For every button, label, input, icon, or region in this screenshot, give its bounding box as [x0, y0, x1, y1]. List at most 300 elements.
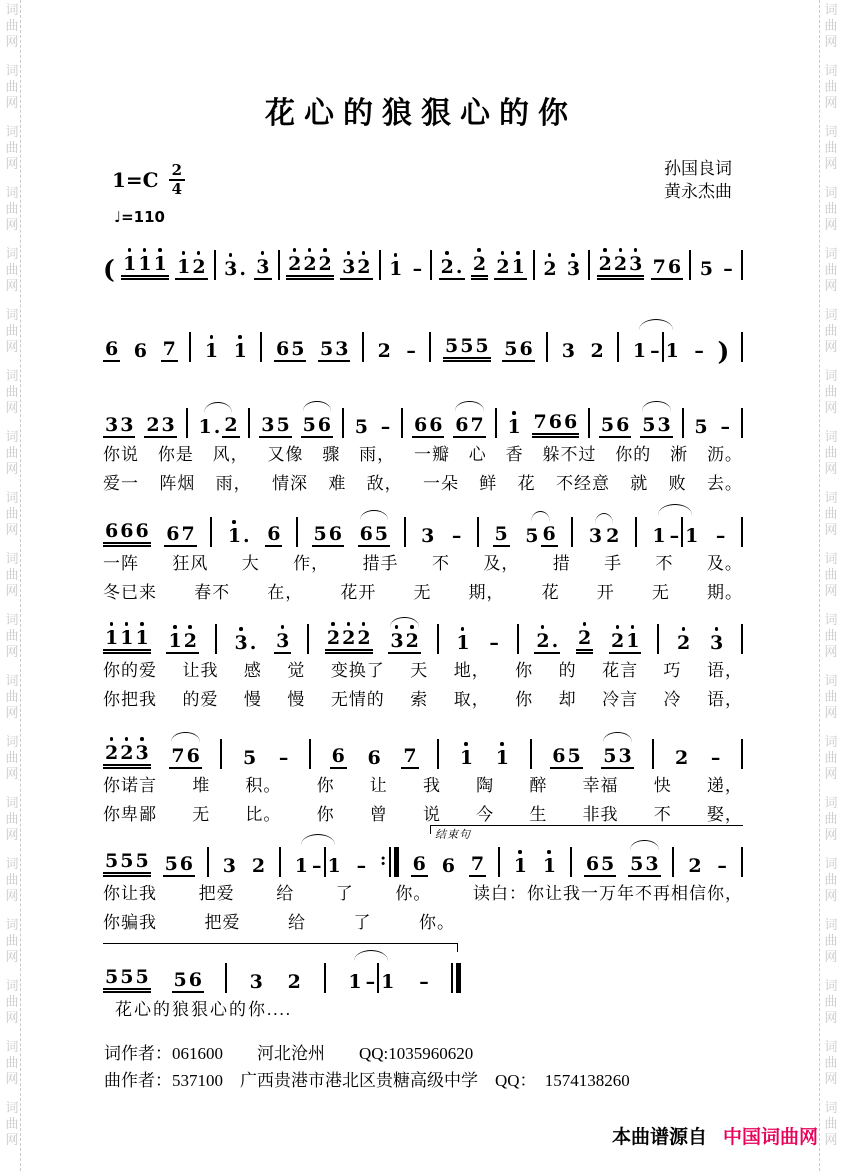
note-digit: 2 — [183, 630, 197, 653]
note-group — [366, 748, 383, 769]
note-digit: 3 — [120, 414, 134, 437]
note-digit: 2 — [251, 855, 266, 878]
note-digit: 6 — [317, 414, 332, 437]
watermark-char: 曲 — [824, 628, 838, 643]
note-group — [274, 631, 291, 654]
dash-note: – — [720, 416, 730, 439]
watermark-char: 词 — [5, 124, 19, 139]
barline — [741, 250, 743, 280]
watermark-char: 词 — [824, 185, 838, 200]
watermark-char: 词 — [824, 978, 838, 993]
lyric-line — [103, 803, 743, 827]
note-digit: 2 — [675, 747, 689, 770]
lyric-word: 的 — [558, 661, 577, 680]
watermark-char: 词 — [5, 1039, 19, 1054]
note-group — [698, 259, 715, 280]
note-group — [604, 526, 621, 547]
note-group — [718, 417, 732, 438]
note-digit: . — [213, 416, 221, 439]
note-group — [692, 417, 709, 438]
dash-note: – — [412, 258, 423, 281]
note-digit: 6 — [429, 414, 443, 437]
note-digit: 5 — [600, 414, 615, 437]
notation-row — [103, 963, 461, 993]
note-group — [103, 521, 151, 547]
note-digit: 2 — [688, 855, 702, 878]
note-digit: 6 — [667, 256, 682, 279]
ending-phrase-bracket-start — [430, 825, 743, 841]
note-group — [453, 415, 485, 438]
note-group — [103, 339, 120, 362]
music-system — [103, 963, 743, 1022]
barline — [571, 517, 573, 547]
dash-note: – — [406, 340, 416, 363]
note-group — [226, 526, 252, 547]
lyric-word: 了 — [353, 913, 372, 932]
barline-thin — [389, 847, 391, 877]
time-signature — [169, 162, 185, 197]
lyric-word: 去。 — [706, 474, 743, 493]
lyric-line — [103, 774, 743, 798]
dash-note: – — [356, 855, 367, 878]
note-digit: 6 — [133, 340, 148, 363]
watermark-char: 曲 — [824, 750, 838, 765]
note-group — [144, 415, 176, 438]
watermark-char: 网 — [824, 1010, 838, 1025]
note-digit: 3 — [588, 525, 603, 548]
note-digit: 5 — [699, 258, 713, 281]
note-group — [494, 257, 526, 280]
note-digit: 2 — [405, 630, 419, 653]
watermark-char: 曲 — [824, 689, 838, 704]
note-digit: 6 — [542, 523, 556, 546]
barline — [517, 624, 519, 654]
music-system — [103, 250, 743, 284]
lyric-word: 你。 — [395, 884, 432, 903]
barline — [279, 847, 281, 877]
note-group — [404, 341, 418, 362]
watermark-group — [824, 429, 837, 477]
note-digit: 1 — [153, 253, 167, 276]
watermark-char: 网 — [5, 278, 19, 293]
watermark-char: 曲 — [824, 506, 838, 521]
note-group — [293, 856, 310, 877]
lyric-word: 你卑鄙 — [103, 805, 157, 824]
lyric-word: 一瓣 — [413, 445, 450, 464]
note-group — [364, 972, 378, 993]
lyric-word: 你 — [316, 776, 335, 795]
lyric-word: 快 — [653, 776, 672, 795]
barline — [533, 250, 535, 280]
note-group — [708, 633, 725, 654]
note-group — [550, 746, 582, 769]
lyric-word: 难 — [328, 474, 347, 493]
note-digit: 3 — [261, 414, 275, 437]
watermark-char: 网 — [5, 400, 19, 415]
lyric-word: 无 — [651, 583, 670, 602]
lyric-word: 冷 — [663, 690, 682, 709]
note-group — [248, 972, 265, 993]
watermark-group — [824, 368, 837, 416]
watermark-group — [5, 856, 18, 904]
lyric-word: 你的 — [615, 445, 652, 464]
tie-arc — [293, 847, 343, 877]
lyric-line — [103, 472, 743, 496]
note-digit: 1 — [227, 525, 242, 548]
note-group — [172, 970, 204, 993]
note-digit: 2 — [192, 256, 206, 279]
note-group — [502, 339, 534, 362]
note-digit: 6 — [441, 855, 455, 878]
note-digit: 5 — [135, 966, 149, 989]
watermark-char: 曲 — [824, 140, 838, 155]
lyric-word: 让 — [369, 776, 388, 795]
lyric-word: 堆 — [192, 776, 211, 795]
note-digit: 3 — [224, 258, 238, 281]
note-digit: 5 — [601, 853, 615, 876]
note-digit: 2 — [357, 256, 371, 279]
barline — [307, 624, 309, 654]
watermark-char: 曲 — [5, 628, 19, 643]
note-digit: 6 — [166, 523, 180, 546]
lyric-word: 递， — [706, 776, 743, 795]
lyric-word: 败 — [668, 474, 687, 493]
watermark-char: 曲 — [5, 689, 19, 704]
note-group — [651, 257, 683, 280]
watermark-char: 词 — [824, 734, 838, 749]
watermark-char: 词 — [5, 795, 19, 810]
watermark-char: 网 — [5, 949, 19, 964]
note-group — [310, 856, 324, 877]
barline — [437, 624, 439, 654]
lyric-word: 感 — [243, 661, 262, 680]
barline — [657, 624, 659, 654]
note-digit: 2 — [318, 253, 332, 276]
note-group — [589, 341, 606, 362]
watermark-group — [824, 246, 837, 294]
watermark-char: 网 — [5, 705, 19, 720]
note-group — [401, 746, 418, 769]
lyric-line — [103, 443, 743, 467]
notation-row — [103, 332, 743, 366]
barline — [546, 332, 548, 362]
note-group — [388, 631, 420, 654]
watermark-char: 网 — [824, 583, 838, 598]
watermark-char: 词 — [5, 429, 19, 444]
note-group — [286, 972, 303, 993]
watermark-char: 词 — [5, 917, 19, 932]
watermark-char: 网 — [824, 34, 838, 49]
note-digit: 3 — [645, 853, 659, 876]
watermark-group — [824, 673, 837, 721]
author-block — [664, 158, 732, 204]
barline — [588, 408, 590, 438]
watermark-char: 曲 — [824, 872, 838, 887]
watermark-group — [824, 978, 837, 1026]
watermark-char: 曲 — [5, 18, 19, 33]
watermark-group — [5, 185, 18, 233]
note-digit: 5 — [120, 966, 134, 989]
footer-site-name: 中国词曲网 — [722, 1127, 818, 1148]
watermark-char: 词 — [5, 307, 19, 322]
footer-source-label: 本曲谱源自 — [611, 1127, 707, 1148]
lyric-line — [103, 911, 455, 935]
dash-note: – — [715, 525, 726, 548]
note-digit: 1 — [138, 253, 152, 276]
lyric-word: 地， — [453, 661, 490, 680]
music-system — [103, 332, 743, 366]
barline — [498, 847, 500, 877]
note-group — [203, 341, 220, 362]
credits-block — [104, 1040, 630, 1094]
note-group — [532, 412, 580, 438]
lyric-word: 措 — [552, 554, 571, 573]
music-system — [103, 408, 743, 496]
watermark-group — [5, 734, 18, 782]
note-group — [597, 254, 645, 280]
dash-note: – — [380, 416, 391, 439]
lyric-word: 一朵 — [422, 474, 459, 493]
watermark-dashed-rule-right — [819, 0, 820, 1171]
note-digit: . — [551, 630, 559, 653]
note-group — [576, 628, 593, 654]
lyric-word: 醉 — [529, 776, 548, 795]
lyric-word: 躲不过 — [542, 445, 597, 464]
lyric-word: 我 — [422, 776, 441, 795]
watermark-char: 网 — [5, 1010, 19, 1025]
watermark-char: 词 — [824, 917, 838, 932]
note-digit: 2 — [536, 630, 550, 653]
lyric-word: 大 — [241, 554, 260, 573]
watermark-char: 网 — [5, 156, 19, 171]
note-group — [493, 524, 510, 547]
barline — [225, 963, 227, 993]
dash-note: – — [451, 525, 462, 548]
note-group — [541, 259, 558, 280]
lyric-line — [103, 552, 743, 576]
note-group — [353, 417, 370, 438]
note-group — [587, 526, 604, 547]
note-digit: 5 — [313, 523, 327, 546]
watermark-group — [5, 307, 18, 355]
ending-phrase-label: 结束句 — [435, 829, 471, 841]
watermark-char: 曲 — [824, 994, 838, 1009]
note-group — [379, 972, 396, 993]
watermark-char: 曲 — [5, 750, 19, 765]
watermark-char: 曲 — [5, 933, 19, 948]
note-digit: 1 — [123, 253, 137, 276]
note-group — [286, 254, 334, 280]
note-digit: 1 — [204, 340, 219, 363]
note-digit: 7 — [533, 411, 547, 434]
barline — [672, 847, 674, 877]
note-digit: 5 — [475, 335, 489, 358]
barline — [477, 517, 479, 547]
barline — [248, 408, 250, 438]
ending-phrase-bracket-end — [103, 943, 458, 952]
barline — [379, 250, 381, 280]
note-digit: 5 — [567, 745, 581, 768]
lyric-word: 不经意 — [555, 474, 610, 493]
note-digit: 5 — [642, 414, 656, 437]
note-digit: 1 — [495, 747, 509, 770]
lyric-word: 把爱 — [198, 884, 235, 903]
lyric-word: 说 — [422, 805, 441, 824]
dash-note: – — [723, 258, 733, 281]
lyric-word: 取， — [453, 690, 490, 709]
watermark-char: 词 — [824, 429, 838, 444]
barline-thin — [451, 963, 453, 993]
lyric-word: 香 — [505, 445, 524, 464]
lyric-word: 作， — [293, 554, 330, 573]
watermark-group — [5, 978, 18, 1026]
barline — [689, 250, 691, 280]
watermark-char: 网 — [824, 766, 838, 781]
note-digit: 2 — [440, 256, 454, 279]
watermark-char: 词 — [824, 1100, 838, 1115]
note-group — [534, 631, 560, 654]
lyric-word: 今 — [476, 805, 495, 824]
note-digit: 1 — [198, 416, 212, 439]
note-group — [355, 856, 369, 877]
lyric-word: 读白：你让我一万年不再相信你， — [472, 884, 743, 903]
barline — [741, 517, 743, 547]
music-system — [103, 739, 743, 827]
tie-arc — [196, 415, 239, 438]
note-digit: 2 — [472, 253, 487, 276]
note-group — [274, 339, 306, 362]
lyric-word: 却 — [558, 690, 577, 709]
watermark-group — [5, 2, 18, 50]
note-group — [599, 415, 631, 438]
watermark-char: 网 — [824, 827, 838, 842]
lyric-word: 措手 — [362, 554, 399, 573]
note-digit: 5 — [374, 523, 389, 546]
note-digit: 3 — [561, 340, 575, 363]
watermark-char: 网 — [824, 705, 838, 720]
barline — [495, 408, 497, 438]
note-group — [487, 633, 501, 654]
lyric-word: 一阵 — [103, 554, 139, 573]
note-group — [222, 415, 239, 438]
lyric-word: 索 — [410, 690, 429, 709]
note-group — [164, 524, 196, 547]
note-digit: 5 — [694, 416, 708, 439]
note-group — [505, 417, 522, 438]
note-group — [254, 257, 271, 280]
lyric-word: 冬已来 — [103, 583, 157, 602]
lyric-line: 花心的狼狠心的你.... — [115, 1000, 292, 1019]
lyric-word: 你是 — [157, 445, 194, 464]
watermark-char: 网 — [5, 583, 19, 598]
barline — [741, 624, 743, 654]
watermark-char: 网 — [5, 339, 19, 354]
lyric-word: 花 — [541, 583, 560, 602]
note-group — [721, 259, 735, 280]
lyric-word: 让我 — [182, 661, 219, 680]
note-digit: 6 — [616, 414, 630, 437]
barline — [210, 517, 212, 547]
note-digit: 1 — [626, 630, 640, 653]
watermark-group — [824, 1039, 837, 1087]
watermark-char: 网 — [824, 95, 838, 110]
note-digit: 1 — [389, 258, 403, 281]
note-digit: 2 — [610, 630, 625, 653]
note-digit: 2 — [105, 742, 119, 765]
note-digit: 7 — [171, 745, 185, 768]
watermark-char: 词 — [824, 795, 838, 810]
note-digit: 5 — [320, 338, 334, 361]
note-digit: 6 — [331, 745, 345, 768]
lyric-word: 你 — [515, 690, 534, 709]
note-group — [325, 628, 373, 654]
watermark-char: 网 — [5, 34, 19, 49]
lyric-word: 给 — [276, 884, 295, 903]
watermark-char: 网 — [824, 400, 838, 415]
note-digit: 1 — [513, 855, 527, 878]
footer — [612, 1122, 818, 1149]
note-digit: 1 — [233, 340, 247, 363]
note-digit: 1 — [459, 747, 474, 770]
lyricist-contact-line: 词作者：061600 河北沧州 QQ:1035960620 — [104, 1044, 474, 1063]
note-digit: 2 — [543, 258, 557, 281]
key-signature — [112, 162, 185, 197]
note-digit: 3 — [276, 630, 290, 653]
barline — [401, 408, 403, 438]
lyric-word: 爱一 — [103, 474, 139, 493]
watermark-char: 词 — [5, 185, 19, 200]
note-digit: 5 — [243, 747, 257, 770]
note-group — [675, 633, 692, 654]
dash-note: – — [669, 525, 680, 548]
note-group — [411, 259, 425, 280]
watermark-char: 网 — [824, 217, 838, 232]
lyric-word: 狂风 — [172, 554, 209, 573]
note-digit: 3 — [618, 745, 632, 768]
note-digit: 3 — [657, 414, 671, 437]
note-digit: 1 — [652, 525, 666, 548]
note-group — [103, 967, 151, 993]
parenthesis: ) — [717, 337, 730, 366]
watermark-char: 曲 — [5, 140, 19, 155]
note-group — [541, 856, 558, 877]
note-group — [650, 526, 667, 547]
note-group — [668, 526, 682, 547]
lyric-word: 语， — [706, 661, 743, 680]
note-group — [166, 631, 198, 654]
watermark-char: 网 — [5, 522, 19, 537]
note-digit: 1 — [348, 971, 362, 994]
note-digit: 3 — [105, 414, 119, 437]
lyric-word: 在， — [267, 583, 304, 602]
note-digit: 5 — [105, 850, 119, 873]
note-digit: 3 — [256, 256, 270, 279]
barline — [652, 739, 654, 769]
note-group — [450, 526, 464, 547]
barline — [741, 408, 743, 438]
watermark-char: 词 — [824, 246, 838, 261]
note-digit: 6 — [276, 338, 290, 361]
note-group — [330, 746, 347, 769]
lyric-word: 给 — [288, 913, 306, 932]
barline — [741, 847, 743, 877]
note-group — [715, 856, 729, 877]
note-group — [277, 748, 291, 769]
lyric-word: 娶， — [706, 805, 743, 824]
watermark-dashed-rule-left — [20, 0, 21, 1171]
watermark-char: 网 — [5, 217, 19, 232]
note-digit: 1 — [105, 627, 119, 650]
